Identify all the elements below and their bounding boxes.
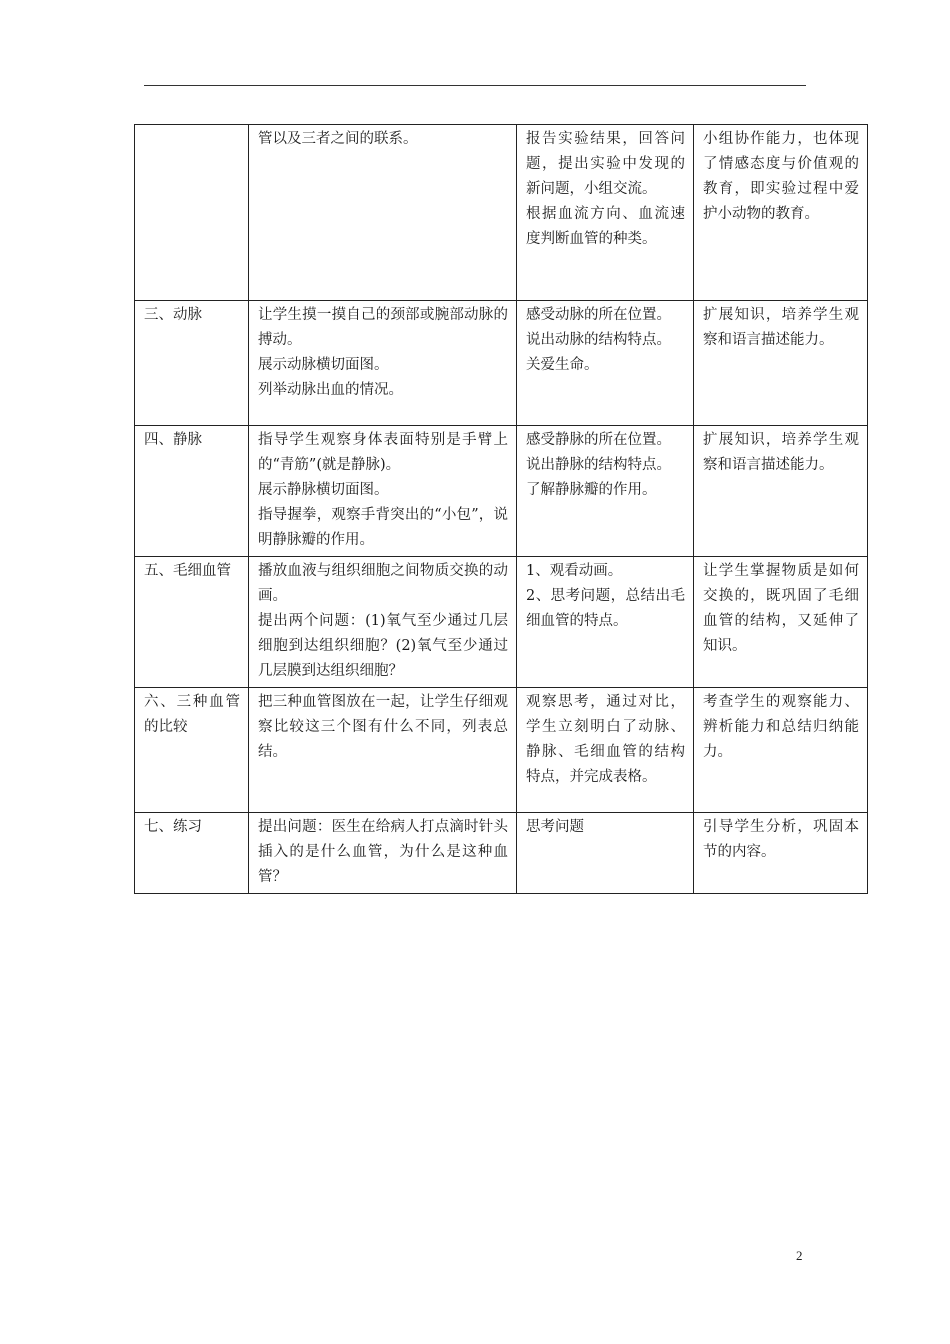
teacher-activity-line: 指导学生观察身体表面特别是手臂上的“青筋”(就是静脉)。	[258, 432, 508, 473]
student-activity-cell	[517, 301, 694, 426]
teacher-activity-cell	[249, 813, 517, 894]
student-activity-line: 1、观看动画。	[526, 563, 623, 579]
design-intent-cell	[694, 426, 868, 557]
table-row	[135, 125, 868, 301]
teacher-activity-line: 展示静脉横切面图。	[258, 482, 389, 498]
header-rule	[144, 85, 806, 86]
design-intent-line: 引导学生分析，巩固本节的内容。	[703, 819, 859, 860]
table-row	[135, 301, 868, 426]
design-intent-cell	[694, 125, 868, 301]
student-activity-line: 思考问题	[526, 819, 584, 835]
table-row	[135, 688, 868, 813]
page-number: 2	[796, 1248, 803, 1263]
student-activity-line: 关爱生命。	[526, 357, 599, 373]
student-activity-line: 说出静脉的结构特点。	[526, 457, 671, 473]
teacher-activity-cell	[249, 688, 517, 813]
student-activity-line: 报告实验结果，回答问题，提出实验中发现的新问题，小组交流。	[526, 131, 685, 197]
teacher-activity-line: 把三种血管图放在一起，让学生仔细观察比较这三个图有什么不同，列表总结。	[258, 694, 508, 760]
student-activity-cell	[517, 557, 694, 688]
step-cell: 五、毛细血管	[135, 557, 249, 688]
step-cell: 七、练习	[135, 813, 249, 894]
teacher-activity-cell	[249, 301, 517, 426]
student-activity-cell	[517, 125, 694, 301]
teacher-activity-line: 播放血液与组织细胞之间物质交换的动画。	[258, 563, 508, 604]
step-cell: 三、动脉	[135, 301, 249, 426]
teacher-activity-cell	[249, 557, 517, 688]
student-activity-cell	[517, 688, 694, 813]
student-activity-cell	[517, 813, 694, 894]
table-row	[135, 813, 868, 894]
table-row	[135, 426, 868, 557]
design-intent-cell	[694, 688, 868, 813]
student-activity-line: 了解静脉瓣的作用。	[526, 482, 657, 498]
step-cell: 四、静脉	[135, 426, 249, 557]
teacher-activity-line: 展示动脉横切面图。	[258, 357, 389, 373]
design-intent-line: 小组协作能力，也体现了情感态度与价值观的教育，即实验过程中爱护小动物的教育。	[703, 131, 859, 222]
teacher-activity-line: 提出两个问题：(1)氧气至少通过几层细胞到达组织细胞？(2)氧气至少通过几层膜到达组织细胞？	[258, 613, 508, 679]
student-activity-line: 2、思考问题，总结出毛细血管的特点。	[526, 588, 685, 629]
student-activity-cell	[517, 426, 694, 557]
teacher-activity-line: 指导握拳，观察手背突出的“小包”，说明静脉瓣的作用。	[258, 507, 508, 548]
student-activity-line: 观察思考，通过对比，学生立刻明白了动脉、静脉、毛细血管的结构特点，并完成表格。	[526, 694, 685, 785]
teacher-activity-line: 列举动脉出血的情况。	[258, 382, 403, 398]
design-intent-line: 让学生掌握物质是如何交换的，既巩固了毛细血管的结构，又延伸了知识。	[703, 563, 859, 654]
student-activity-line: 感受动脉的所在位置。	[526, 307, 671, 323]
teacher-activity-line: 管以及三者之间的联系。	[258, 131, 418, 147]
student-activity-line: 说出动脉的结构特点。	[526, 332, 671, 348]
design-intent-line: 考查学生的观察能力、辨析能力和总结归纳能力。	[703, 694, 859, 760]
design-intent-cell	[694, 813, 868, 894]
teacher-activity-cell	[249, 125, 517, 301]
design-intent-cell	[694, 301, 868, 426]
lesson-plan-table	[134, 124, 868, 894]
table-row	[135, 557, 868, 688]
design-intent-line: 扩展知识，培养学生观察和语言描述能力。	[703, 432, 859, 473]
student-activity-line: 感受静脉的所在位置。	[526, 432, 671, 448]
teacher-activity-line: 提出问题：医生在给病人打点滴时针头插入的是什么血管，为什么是这种血管？	[258, 819, 508, 885]
design-intent-line: 扩展知识，培养学生观察和语言描述能力。	[703, 307, 859, 348]
teacher-activity-cell	[249, 426, 517, 557]
step-cell: 六、三种血管的比较	[135, 688, 249, 813]
step-cell	[135, 125, 249, 301]
student-activity-line: 根据血流方向、血流速度判断血管的种类。	[526, 206, 685, 247]
teacher-activity-line: 让学生摸一摸自己的颈部或腕部动脉的搏动。	[258, 307, 508, 348]
design-intent-cell	[694, 557, 868, 688]
